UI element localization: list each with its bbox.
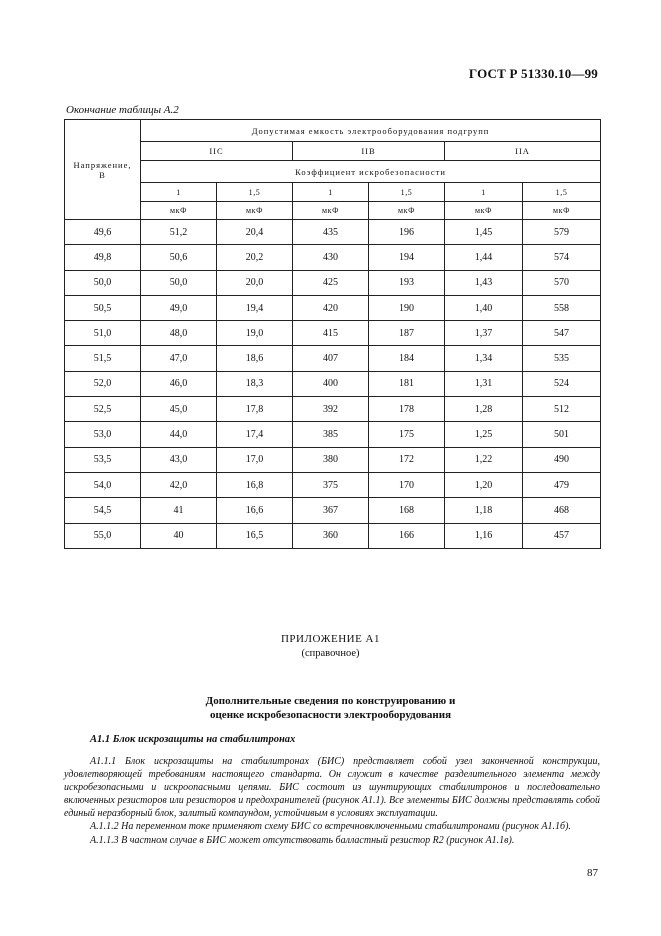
factor-cell: 1,5 (523, 183, 601, 202)
unit-cell: мкФ (217, 202, 293, 220)
capacitance-cell: 558 (523, 295, 601, 320)
table-row (65, 321, 601, 346)
capacitance-cell: 18,6 (217, 346, 293, 371)
capacitance-cell: 1,25 (445, 422, 523, 447)
capacitance-cell: 17,8 (217, 397, 293, 422)
paragraph: А.1.1.2 На переменном токе применяют схему БИС со встречновключенными стабилитронами (рисунок А1.1б). (90, 821, 571, 833)
capacitance-cell: 51,2 (141, 220, 217, 245)
capacitance-cell: 43,0 (141, 447, 217, 472)
capacitance-cell: 1,45 (445, 220, 523, 245)
capacitance-cell: 193 (369, 270, 445, 295)
unit-cell: мкФ (141, 202, 217, 220)
capacitance-cell: 19,0 (217, 321, 293, 346)
voltage-cell: 50,5 (65, 295, 141, 320)
capacitance-cell: 168 (369, 498, 445, 523)
capacitance-cell: 17,0 (217, 447, 293, 472)
voltage-cell: 52,0 (65, 371, 141, 396)
capacitance-cell: 181 (369, 371, 445, 396)
table-row (65, 397, 601, 422)
table-row (65, 220, 601, 245)
capacitance-cell: 42,0 (141, 472, 217, 497)
capacitance-cell: 360 (293, 523, 369, 548)
capacitance-cell: 20,4 (217, 220, 293, 245)
unit-cell: мкФ (369, 202, 445, 220)
capacitance-cell: 47,0 (141, 346, 217, 371)
capacitance-cell: 1,20 (445, 472, 523, 497)
factor-cell: 1 (293, 183, 369, 202)
appendix-heading (0, 694, 661, 722)
table-row (65, 245, 601, 270)
capacitance-header: Допустимая емкость электрооборудования подгрупп (141, 120, 601, 142)
capacitance-cell: 178 (369, 397, 445, 422)
capacitance-cell: 50,0 (141, 270, 217, 295)
capacitance-cell: 380 (293, 447, 369, 472)
capacitance-cell: 170 (369, 472, 445, 497)
voltage-cell: 53,5 (65, 447, 141, 472)
capacitance-cell: 392 (293, 397, 369, 422)
group-header-iia: IIА (445, 142, 601, 161)
capacitance-cell: 1,37 (445, 321, 523, 346)
capacitance-cell: 435 (293, 220, 369, 245)
factor-cell: 1,5 (369, 183, 445, 202)
capacitance-cell: 175 (369, 422, 445, 447)
capacitance-cell: 367 (293, 498, 369, 523)
capacitance-cell: 190 (369, 295, 445, 320)
capacitance-cell: 16,5 (217, 523, 293, 548)
unit-cell: мкФ (293, 202, 369, 220)
capacitance-cell: 184 (369, 346, 445, 371)
document-code: ГОСТ Р 51330.10—99 (468, 66, 598, 81)
table-row (65, 447, 601, 472)
table-row (65, 270, 601, 295)
capacitance-cell: 20,0 (217, 270, 293, 295)
unit-cell: мкФ (523, 202, 601, 220)
group-header-iic: IIС (141, 142, 293, 161)
voltage-cell: 49,6 (65, 220, 141, 245)
voltage-cell: 54,0 (65, 472, 141, 497)
capacitance-cell: 535 (523, 346, 601, 371)
table-row (65, 422, 601, 447)
capacitance-cell: 187 (369, 321, 445, 346)
page-number: 87 (587, 867, 598, 879)
factor-cell: 1 (141, 183, 217, 202)
voltage-cell: 54,5 (65, 498, 141, 523)
capacitance-cell: 49,0 (141, 295, 217, 320)
capacitance-cell: 1,31 (445, 371, 523, 396)
capacitance-cell: 501 (523, 422, 601, 447)
capacitance-cell: 46,0 (141, 371, 217, 396)
table-row (65, 295, 601, 320)
table-caption: Окончание таблицы А.2 (66, 104, 179, 116)
table-row (65, 346, 601, 371)
voltage-cell: 51,0 (65, 321, 141, 346)
body-text (64, 755, 600, 847)
voltage-header: Напряжение, В (65, 120, 141, 220)
appendix-heading-line: Дополнительные сведения по конструированию и (205, 695, 456, 707)
capacitance-cell: 570 (523, 270, 601, 295)
capacitance-cell: 420 (293, 295, 369, 320)
capacitance-cell: 48,0 (141, 321, 217, 346)
voltage-cell: 53,0 (65, 422, 141, 447)
capacitance-cell: 17,4 (217, 422, 293, 447)
voltage-cell: 49,8 (65, 245, 141, 270)
safety-factor-header: Коэффициент искробезопасности (141, 161, 601, 183)
unit-cell: мкФ (445, 202, 523, 220)
capacitance-cell: 18,3 (217, 371, 293, 396)
appendix-title: ПРИЛОЖЕНИЕ А1 (280, 633, 380, 645)
table-row (65, 498, 601, 523)
capacitance-cell: 468 (523, 498, 601, 523)
voltage-cell: 50,0 (65, 270, 141, 295)
capacitance-cell: 1,28 (445, 397, 523, 422)
capacitance-cell: 425 (293, 270, 369, 295)
table-row (65, 523, 601, 548)
factor-cell: 1,5 (217, 183, 293, 202)
capacitance-cell: 50,6 (141, 245, 217, 270)
capacitance-cell: 172 (369, 447, 445, 472)
table-row (65, 472, 601, 497)
capacitance-cell: 400 (293, 371, 369, 396)
capacitance-cell: 385 (293, 422, 369, 447)
capacitance-cell: 41 (141, 498, 217, 523)
capacitance-cell: 44,0 (141, 422, 217, 447)
table-row (65, 371, 601, 396)
capacitance-cell: 574 (523, 245, 601, 270)
capacitance-cell: 1,18 (445, 498, 523, 523)
capacitance-cell: 1,34 (445, 346, 523, 371)
capacitance-cell: 16,6 (217, 498, 293, 523)
capacitance-cell: 196 (369, 220, 445, 245)
factor-cell: 1 (445, 183, 523, 202)
appendix-heading-line: оценке искробезопасности электрооборудования (209, 709, 452, 721)
capacitance-cell: 479 (523, 472, 601, 497)
paragraph: А1.1.1 Блок искрозащиты на стабилитронах (БИС) представляет собой узел законченной конструкции, удовлетворяющей требованиям настоящего стандарта. Он служит в качестве разделительного элемента между искробезопасными и искроопасными цепями. БИС состоит из шунтирующих стабилитронов и последовательно включенных резисторов или резисторов и предохранителей (рисунок А1.1). Все элементы БИС должны представлять собой единый неразборный блок, залитый компаундом, устойчивым в условиях эксплуатации. (64, 756, 600, 820)
capacitance-cell: 415 (293, 321, 369, 346)
paragraph: А.1.1.3 В частном случае в БИС может отсутствовать балластный резистор R2 (рисунок А1.1в). (90, 834, 515, 846)
appendix-subtitle: (справочное) (301, 648, 360, 659)
capacitance-cell: 430 (293, 245, 369, 270)
capacitance-cell: 512 (523, 397, 601, 422)
capacitance-table (64, 119, 601, 549)
capacitance-cell: 1,22 (445, 447, 523, 472)
section-title: А1.1 Блок искрозащиты на стабилитронах (90, 734, 296, 745)
capacitance-cell: 407 (293, 346, 369, 371)
capacitance-cell: 547 (523, 321, 601, 346)
capacitance-cell: 16,8 (217, 472, 293, 497)
capacitance-cell: 20,2 (217, 245, 293, 270)
capacitance-cell: 524 (523, 371, 601, 396)
capacitance-cell: 1,40 (445, 295, 523, 320)
capacitance-cell: 194 (369, 245, 445, 270)
capacitance-cell: 1,44 (445, 245, 523, 270)
capacitance-cell: 166 (369, 523, 445, 548)
capacitance-cell: 375 (293, 472, 369, 497)
voltage-cell: 51,5 (65, 346, 141, 371)
voltage-cell: 52,5 (65, 397, 141, 422)
group-header-iib: IIВ (293, 142, 445, 161)
capacitance-cell: 490 (523, 447, 601, 472)
capacitance-cell: 19,4 (217, 295, 293, 320)
capacitance-cell: 457 (523, 523, 601, 548)
capacitance-cell: 40 (141, 523, 217, 548)
voltage-cell: 55,0 (65, 523, 141, 548)
capacitance-cell: 579 (523, 220, 601, 245)
capacitance-cell: 45,0 (141, 397, 217, 422)
capacitance-cell: 1,43 (445, 270, 523, 295)
capacitance-cell: 1,16 (445, 523, 523, 548)
